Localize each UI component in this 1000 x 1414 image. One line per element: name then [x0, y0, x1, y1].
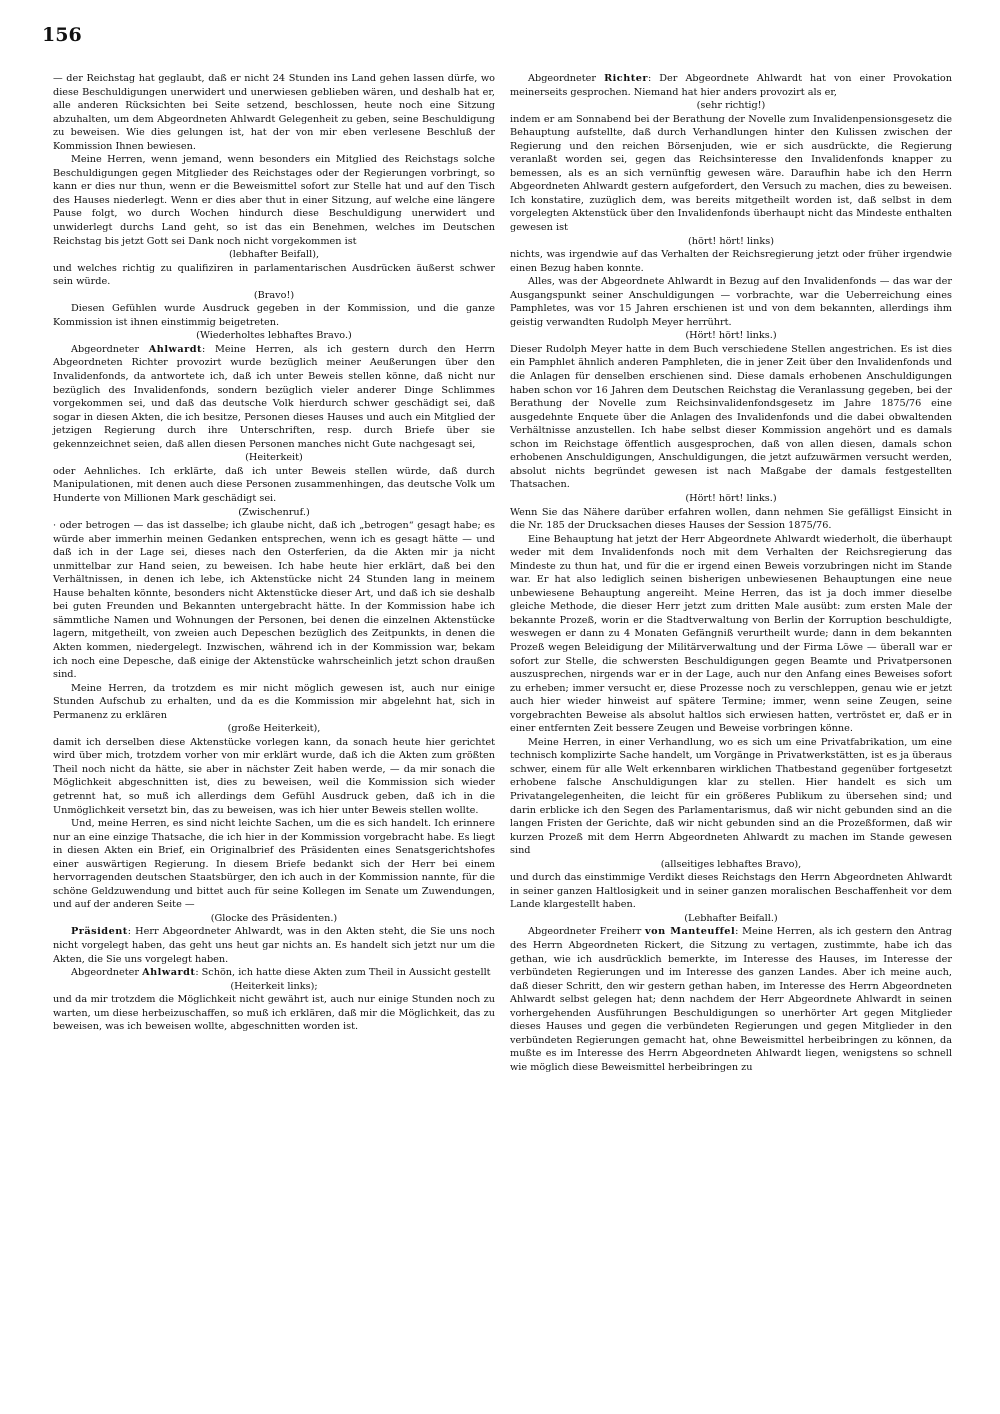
- speaker-name: von Manteuffel: [645, 926, 736, 938]
- interjection: (Zwischenruf.): [238, 506, 310, 518]
- interjection: (Heiterkeit links);: [230, 980, 318, 992]
- speech-text: : Schön, ich hatte diese Akten zum Theil in Aussicht gestellt: [195, 967, 491, 979]
- paragraph: Meine Herren, da trotzdem es mir nicht möglich gewesen ist, auch nur einige Stunden Aufschub zu erhalten, und da es die Kommission mir abgelehnt hat, sich in Permanenz zu erklären: [53, 682, 495, 721]
- paragraph: nichts, was irgendwie auf das Verhalten der Reichsregierung jetzt oder früher irgendwie einen Bezug haben konnte.: [510, 249, 952, 274]
- interjection: (Bravo!): [253, 289, 295, 301]
- paragraph: Wenn Sie das Nähere darüber erfahren wollen, dann nehmen Sie gefälligst Einsicht in die Nr. 185 der Drucksachen dieses Hauses der Session 1875/76.: [510, 506, 952, 532]
- speaker-prefix: Abgeordneter: [71, 967, 143, 979]
- interjection: (Hört! hört! links.): [685, 330, 777, 342]
- paragraph: und welches richtig zu qualifiziren in parlamentarischen Ausdrücken äußerst schwer sein würde.: [53, 262, 495, 288]
- left-column: [53, 72, 495, 1034]
- interjection: (lebhafter Beifall),: [228, 249, 320, 261]
- paragraph: Eine Behauptung hat jetzt der Herr Abgeordnete Ahlwardt wiederholt, die überhaupt weder mit dem Invalidenfonds noch mit dem Verhalten der Reichsregierung das Mindeste zu thun hat, und für die er irgend einen Beweis vorzubringen nicht im Stande war. Er hat also lediglich seinen bisherigen unbewiesenen Behauptungen eine neue unbewiesene Behauptung angereiht. Meine Herren, das ist ja doch immer dieselbe gleiche Methode, die dieser Herr jetzt zum dritten Male ausübt: zum ersten Male der bekannte Prozeß, worin er die Stadtverwaltung von Berlin der Korruption beschuldigte, weswegen er dann zu 4 Monaten Gefängniß verurtheilt wurde; dann in dem bekannten Prozeß wegen Beleidigung der Militärverwaltung und der Firma Löwe — überall war er sofort zur Stelle, die schwersten Beschuldigungen gegen Beamte und Privatpersonen auszusprechen, nirgends war er in der Lage, auch nur den Anfang eines Beweises sofort zu erheben; immer versucht er, diese Prozesse noch zu verschleppen, genau wie er jetzt auch hier wieder hinweist auf spätere Termine; immer, wenn seine Zeugen, seine vorgebrachten Beweise als absolut haltlos sich erwiesen hatten, vertröstet er, daß er in einer entfernten Zeit bessere Zeugen und Beweise vorbringen könne.: [510, 533, 952, 735]
- paragraph: Meine Herren, in einer Verhandlung, wo es sich um eine Privatfabrikation, um eine technisch komplizirte Sache handelt, um Vorgänge in Privatwerkstätten, ist es ja überaus schwer, einem für alle Welt erkennbaren wirklichen Thatbestand gegenüber fortgesetzt erhobene falsche Anschuldigungen klar zu stellen. Hier handelt es sich um Privatangelegenheiten, die leicht für ein größeres Publikum zu übersehen sind; und darin erblicke ich den Segen des Parlamentarismus, daß wir nicht gebunden sind an die langen Fristen der Gerichte, daß wir nicht gebunden sind an die Prozeßformen, daß wir kurzen Prozeß mit dem Herrn Abgeordneten Ahlwardt zu machen im Stande gewesen sind: [510, 736, 952, 857]
- speaker-name: Ahlwardt: [142, 967, 196, 979]
- speaker-name: Richter: [604, 73, 648, 84]
- paragraph: Alles, was der Abgeordnete Ahlwardt in Bezug auf den Invalidenfonds — das war der Ausgangspunkt seiner Anschuldigungen — vorbrachte, war die Ueberreichung eines Pamphletes, was vor 15 Jahren erschienen ist und von dem bekannten, allerdings ihm geistig verwandten Rudolph Meyer herrührt.: [510, 276, 952, 328]
- speaker-prefix: Abgeordneter: [71, 343, 149, 355]
- paragraph: und durch das einstimmige Verdikt dieses Reichstags den Herrn Abgeordneten Ahlwardt in seiner ganzen Haltlosigkeit und in seiner ganzen moralischen Beschaffenheit vor dem Lande klargestellt haben.: [510, 872, 952, 911]
- speech-text: : Herr Abgeordneter Ahlwardt, was in den Akten steht, die Sie uns noch nicht vorgelegt haben, das geht uns heut gar nichts an. Es handelt sich jetzt nur um die Akten, die Sie uns vorgelegt haben.: [53, 926, 495, 965]
- interjection: (hört! hört! links): [688, 235, 774, 247]
- paragraph: indem er am Sonnabend bei der Berathung der Novelle zum Invalidenpensionsgesetz die Behauptung aufstellte, daß durch Verhandlungen hinter den Kulissen zwischen der Regierung und den reichen Börsenjuden, wie er sich ausdrückte, die Regierung veranlaßt worden sei, gegen das Reichsinteresse den Invalidenfonds knapper zu bemessen, als es an sich vernünftig gewesen wäre. Daraufhin habe ich den Herrn Abgeordneten Ahlwardt gestern aufgefordert, den Versuch zu machen, dies zu beweisen. Ich konstatire, zuzüglich dem, was bereits mitgetheilt worden ist, daß selbst in dem vorgelegten Aktenstück über den Invalidenfonds überhaupt nicht das Mindeste enthalten gewesen ist: [510, 113, 952, 234]
- paragraph: — der Reichstag hat geglaubt, daß er nicht 24 Stunden ins Land gehen lassen dürfe, wo diese Beschuldigungen unerwidert und unerwiesen geblieben wären, und deshalb hat er, alle anderen Rücksichten bei Seite setzend, beschlossen, heute noch eine Sitzung abzuhalten, um dem Abgeordneten Ahlwardt Gelegenheit zu geben, seine Beschuldigung zu beweisen. Wie dies gelungen ist, hat der von mir eben verlesene Beschluß der Kommission Ihnen bewiesen.: [53, 73, 495, 152]
- paragraph: und da mir trotzdem die Möglichkeit nicht gewährt ist, auch nur einige Stunden noch zu warten, um diese herbeizuschaffen, so muß ich erklären, daß mir die Möglichkeit, das zu beweisen, was ich beweisen wollte, abgeschnitten worden ist.: [53, 994, 495, 1033]
- paragraph: Diesen Gefühlen wurde Ausdruck gegeben in der Kommission, und die ganze Kommission ist ihnen einstimmig beigetreten.: [53, 303, 495, 328]
- speaker-name: Ahlwardt: [148, 343, 202, 355]
- interjection: (Wiederholtes lebhaftes Bravo.): [196, 330, 352, 342]
- paragraph: Meine Herren, wenn jemand, wenn besonders ein Mitglied des Reichstags solche Beschuldigungen gegen Mitglieder des Reichstages oder der Regierungen vorbringt, so kann er dies nur thun, wenn er die Beweismittel sofort zur Stelle hat und auf den Tisch des Hauses niederlegt. Wenn er dies aber thut in einer Sitzung, auf welche eine längere Pause folgt, wo durch Wochen hindurch diese Beschuldigung unerwidert und unwiderlegt durchs Land geht, so ist das ein Benehmen, welches im Deutschen Reichstag bis jetzt Gott sei Dank noch nicht vorgekommen ist: [53, 154, 495, 247]
- interjection: (große Heiterkeit),: [227, 723, 321, 735]
- interjection: (sehr richtig!): [696, 100, 766, 112]
- speech-text: : Meine Herren, als ich gestern durch den Herrn Abgeordneten Richter provozirt wurde bezüglich meiner Aeußerungen über den Invalidenfonds, da antwortete ich, daß ich unter Beweis stellen könne, daß nicht nur bezüglich des Invalidenfonds, sondern bezüglich vieler anderer Dinge Schlimmes vorgekommen sei, und daß das deutsche Volk hierdurch schwer geschädigt sei, daß sogar in diesen Akten, die ich besitze, Personen dieses Hauses und auch ein Mitglied der jetzigen Regierung durch ihre Unterschriften, resp. durch Briefe über sie gekennzeichnet seien, daß allen diesen Personen manches nicht Gute nachgesagt sei,: [53, 343, 496, 450]
- speech-text: : Der Abgeordnete Ahlwardt hat von einer Provokation meinerseits gesprochen. Niemand hat hier anders provozirt als er,: [510, 73, 952, 98]
- speech-paragraph: [53, 966, 495, 980]
- speech-paragraph: [53, 925, 495, 966]
- paragraph: Dieser Rudolph Meyer hatte in dem Buch verschiedene Stellen angestrichen. Es ist dies ein Pamphlet ähnlich anderen Pamphleten, die in jener Zeit über den Invalidenfonds und die Anlagen für denselben erschienen sind. Diese damals erhobenen Anschuldigungen haben schon vor 16 Jahren dem Deutschen Reichstag die Veranlassung gegeben, bei der Berathung der Novelle zum Reichsinvalidenfondsgesetz im Jahre 1875/76 eine ausgedehnte Enquete über die Anlagen des Invalidenfonds und die dabei obwaltenden Verhältnisse anzustellen. Ich habe selbst dieser Kommission angehört und es damals schon im Reichstage öffentlich ausgesprochen, daß von allen diesen, damals schon erhobenen Anschuldigungen, Anschuldigungen, die jetzt aufzuwärmen versucht werden, absolut nichts begründet gewesen ist nach Maßgabe der damals festgestellten Thatsachen.: [510, 343, 952, 491]
- interjection: (allseitiges lebhaftes Bravo),: [660, 858, 802, 870]
- speaker-prefix: Abgeordneter: [528, 73, 605, 84]
- speaker-prefix: Abgeordneter Freiherr: [528, 926, 646, 938]
- paragraph: · oder betrogen — das ist dasselbe; ich glaube nicht, daß ich „betrogen“ gesagt habe; es würde aber immerhin meinen Gedanken entsprechen, wenn ich es gesagt hätte — und daß ich in der Lage sei, dieses nach den Osterferien, da die Akten mir ja nicht unmittelbar zur Hand seien, zu beweisen. Ich habe heute hier erklärt, daß bei den Verhältnissen, in denen ich lebe, ich Aktenstücke nicht 24 Stunden lang in meinem Hause behalten könnte, besonders nicht Aktenstücke dieser Art, und daß ich sie deshalb bei guten Freunden und Bekannten untergebracht hätte. In der Kommission habe ich sämmtliche Namen und Wohnungen der Personen, bei denen die einzelnen Aktenstücke lagern, mitgetheilt, von zweien auch Depeschen bezüglich des Zeitpunkts, in denen die Akten kommen, niedergelegt. Inzwischen, während ich in der Kommission war, bekam ich noch eine Depesche, daß einige der Aktenstücke wahrscheinlich jetzt schon draußen sind.: [53, 520, 495, 681]
- speech-paragraph: [510, 72, 952, 99]
- speech-paragraph: [510, 925, 952, 1074]
- page-number: 156: [42, 24, 82, 46]
- speech-text: : Meine Herren, als ich gestern den Antrag des Herrn Abgeordneten Rickert, die Sitzung zu vertagen, zustimmte, habe ich das gethan, wie ich ausdrücklich bemerkte, im Interesse des Hauses, im Interesse der verbündeten Regierungen und im Interesse des ganzen Landes. Aber ich meine auch, daß dieser Schritt, den wir gestern gethan haben, im Interesse des Herrn Abgeordneten Ahlwardt selbst gelegen hat; denn nachdem der Herr Abgeordnete Ahlwardt in seinen vorhergehenden Ausführungen Beschuldigungen so unerhörter Art gegen Mitglieder dieses Hauses und gegen die verbündeten Regierungen und gegen Mitglieder in den verbündeten Regierungen gemacht hat, ohne Beweismittel herbeibringen zu können, da mußte es im Interesse des Herrn Abgeordneten Ahlwardt liegen, wenigstens so schnell wie möglich diese Beweismittel herbeibringen zu: [510, 926, 952, 1073]
- paragraph: Und, meine Herren, es sind nicht leichte Sachen, um die es sich handelt. Ich erinnere nur an eine einzige Thatsache, die ich hier in der Kommission vorgebracht habe. Es liegt in diesen Akten ein Brief, ein Originalbrief des Präsidenten eines Senatsgerichtshofes einer auswärtigen Regierung. In diesem Briefe bedankt sich der Herr bei einem hervorragenden deutschen Staatsbürger, den ich auch in der Kommission nannte, für die schöne Geldzuwendung und bittet auch für seine Kollegen im Senate um Zuwendungen, und auf der anderen Seite —: [53, 818, 495, 911]
- interjection: (Hört! hört! links.): [685, 492, 777, 504]
- paragraph: damit ich derselben diese Aktenstücke vorlegen kann, da sonach heute hier gerichtet wird über mich, trotzdem vorher von mir erklärt wurde, daß ich die Akten zum größten Theil noch nicht da hätte, sie aber in nächster Zeit haben werde, — da mir sonach die Möglichkeit abgeschnitten ist, dies zu beweisen, weil die Kommission sich wieder getrennt hat, so muß ich allerdings dem Gefühl Ausdruck geben, daß ich in die Unmöglichkeit versetzt bin, das zu beweisen, was ich hier unter Beweis stellen wollte.: [53, 736, 495, 816]
- interjection: (Glocke des Präsidenten.): [210, 912, 338, 924]
- speaker-name: Präsident: [71, 926, 128, 938]
- interjection: (Lebhafter Beifall.): [684, 912, 778, 924]
- right-column: [510, 72, 952, 1074]
- paragraph: oder Aehnliches. Ich erklärte, daß ich unter Beweis stellen würde, daß durch Manipulationen, mit denen auch diese Personen zusammenhingen, das deutsche Volk um Hunderte von Millionen Mark geschädigt sei.: [53, 465, 495, 504]
- speech-paragraph: [53, 343, 495, 451]
- interjection: (Heiterkeit): [245, 452, 303, 464]
